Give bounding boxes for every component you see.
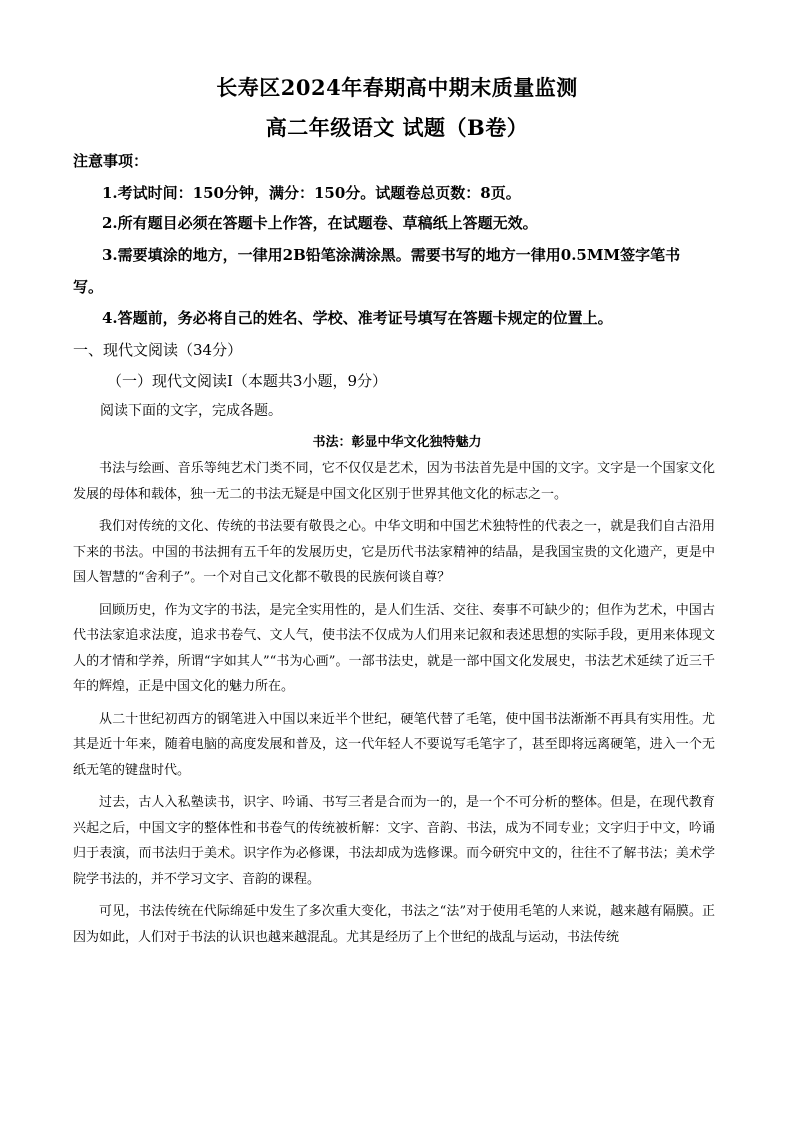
article-paragraph: 书法与绘画、音乐等纯艺术门类不同，它不仅仅是艺术，因为书法首先是中国的文字。文字是一个国家文化发展的母体和载体，独一无二的书法无疑是中国文化区别于世界其他文化的标志之一。	[73, 461, 715, 502]
section-heading: 一、现代文阅读（34分）	[73, 341, 243, 359]
article-paragraph: 我们对传统的文化、传统的书法要有敬畏之心。中华文明和中国艺术独特性的代表之一，就是我们自古沿用下来的书法。中国的书法拥有五千年的发展历史，它是历代书法家精神的结晶，是我国宝贵的文化遗产，更是中国人智慧的“舍利子”。一个对自己文化都不敬畏的民族何谈自尊？	[73, 519, 715, 585]
article-body	[73, 456, 715, 957]
article-paragraph: 可见，书法传统在代际绵延中发生了多次重大变化，书法之“法”对于使用毛笔的人来说，越来越有隔膜。正因为如此，人们对于书法的认识也越来越混乱。尤其是经历了上个世纪的战乱与运动，书法传统	[73, 904, 715, 945]
notice-item: 3.需要填涂的地方，一律用2B铅笔涂满涂黑。需要书写的地方一律用0.5MM签字笔书	[102, 246, 681, 264]
reading-instruction: 阅读下面的文字，完成各题。	[100, 403, 282, 419]
exam-title: 长寿区2024年春期高中期末质量监测	[216, 75, 578, 100]
article-paragraph: 回顾历史，作为文字的书法，是完全实用性的，是人们生活、交往、奏事不可缺少的；但作为艺术，中国古代书法家追求法度，追求书卷气、文人气，使书法不仅成为人们用来记叙和表述思想的实际手段，更用来体现文人的才情和学养，所谓“字如其人”“书为心画”。一部书法史，就是一部中国文化发展史，书法艺术延续了近三千年的辉煌，正是中国文化的魅力所在。	[73, 602, 715, 694]
notice-heading: 注意事项：	[73, 152, 149, 170]
subsection-heading: （一）现代文阅读Ⅰ（本题共3小题，9分）	[107, 372, 388, 390]
notice-item: 4.答题前，务必将自己的姓名、学校、准考证号填写在答题卡规定的位置上。	[102, 309, 613, 327]
notice-item-continuation: 写。	[73, 278, 104, 296]
article-title: 书法：彰显中华文化独特魅力	[312, 435, 482, 450]
notice-item: 2.所有题目必须在答题卡上作答，在试题卷、草稿纸上答题无效。	[102, 214, 538, 232]
article-paragraph: 从二十世纪初西方的钢笔进入中国以来近半个世纪，硬笔代替了毛笔，使中国书法渐渐不再具有实用性。尤其是近十年来，随着电脑的高度发展和普及，这一代年轻人不要说写毛笔字了，甚至即将远离硬笔，进入一个无纸无笔的键盘时代。	[73, 711, 715, 778]
article-paragraph: 过去，古人入私塾读书，识字、吟诵、书写三者是合而为一的，是一个不可分析的整体。但是，在现代教育兴起之后，中国文字的整体性和书卷气的传统被析解：文字、音韵、书法，成为不同专业；文字归于中文，吟诵归于表演，而书法归于美术。识字作为必修课，书法却成为选修课。而今研究中文的，往往不了解书法；美术学院学书法的，并不学习文字、音韵的课程。	[73, 795, 715, 887]
exam-subtitle: 高二年级语文 试题（B卷）	[265, 115, 529, 140]
notice-item: 1.考试时间：150分钟，满分：150分。试题卷总页数：8页。	[102, 184, 521, 202]
